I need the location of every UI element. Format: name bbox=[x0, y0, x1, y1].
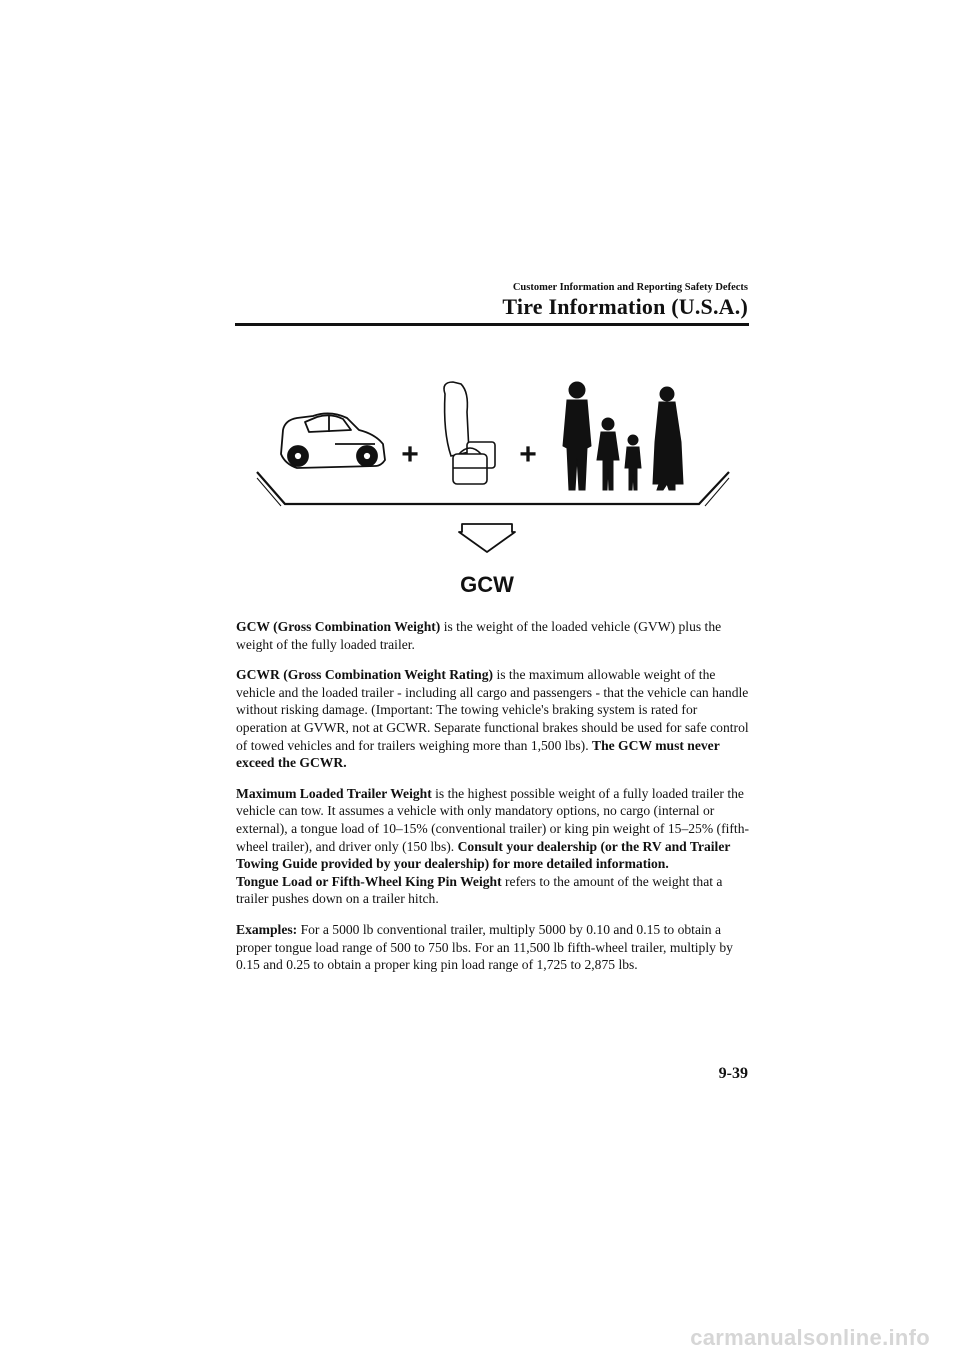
dealership-note: Consult your dealership (or the RV and Trailer Towing Guide provided by your dealership) for more detailed information. bbox=[236, 838, 731, 872]
paragraph-gcwr bbox=[236, 666, 750, 772]
term-examples: Examples: bbox=[236, 921, 298, 937]
term-tongue-load: Tongue Load or Fifth-Wheel King Pin Weight bbox=[236, 873, 502, 889]
warning-gcwr: The GCW must never exceed the GCWR. bbox=[236, 737, 720, 771]
term-gcw: GCW (Gross Combination Weight) bbox=[236, 619, 441, 634]
family-icon bbox=[563, 382, 683, 490]
page-number: 9-39 bbox=[718, 1065, 748, 1082]
car-icon bbox=[281, 413, 385, 468]
luggage-icon bbox=[444, 382, 495, 484]
watermark: carmanualsonline.info bbox=[690, 1325, 930, 1350]
term-gcwr: GCWR (Gross Combination Weight Rating) bbox=[236, 667, 494, 683]
gcw-illustration bbox=[235, 372, 749, 612]
paragraph-max-trailer-weight bbox=[236, 785, 750, 908]
gcw-label: GCW bbox=[460, 572, 514, 597]
term-max-trailer-weight: Maximum Loaded Trailer Weight bbox=[236, 785, 432, 801]
page-title: Tire Information (U.S.A.) bbox=[502, 294, 748, 319]
definition-gcw: is the weight of the loaded vehicle (GVW) plus the weight of the fully loaded trailer. bbox=[236, 619, 722, 652]
definition-tongue-load: refers to the amount of the weight that a trailer pushes down on a trailer hitch. bbox=[236, 873, 723, 907]
body-text bbox=[236, 618, 750, 987]
paragraph-gcw bbox=[236, 618, 750, 653]
paragraph-examples bbox=[236, 921, 750, 974]
plus-sign: + bbox=[519, 438, 537, 471]
plus-sign: + bbox=[401, 438, 419, 471]
arrow-down-icon bbox=[459, 524, 515, 552]
definition-gcwr: is the maximum allowable weight of the vehicle and the loaded trailer - including all cargo and passengers - that the vehicle can handle without risking damage. (Important: The towing vehicle's braking system is rated for operation at GVWR, not at GCWR. Separate functional brakes should be used for safe control of towed vehicles and for trailers weighing more than 1,500 lbs). bbox=[236, 667, 749, 753]
definition-max-trailer-weight: is the highest possible weight of a fully loaded trailer the vehicle can tow. It assumes a vehicle with only mandatory options, no cargo (internal or external), a tongue load of 10–15% (conventional trailer) or king pin weight of 15–25% (fifth-wheel trailer), and driver only (150 lbs). bbox=[236, 785, 750, 854]
header-divider bbox=[235, 323, 749, 326]
examples-text: For a 5000 lb conventional trailer, multiply 5000 by 0.10 and 0.15 to obtain a proper tongue load range of 500 to 750 lbs. For an 11,500 lb fifth-wheel trailer, multiply by 0.15 and 0.25 to obtain a proper king pin load range of 1,725 to 2,875 lbs. bbox=[236, 921, 733, 973]
section-header: Customer Information and Reporting Safety Defects bbox=[512, 282, 748, 293]
